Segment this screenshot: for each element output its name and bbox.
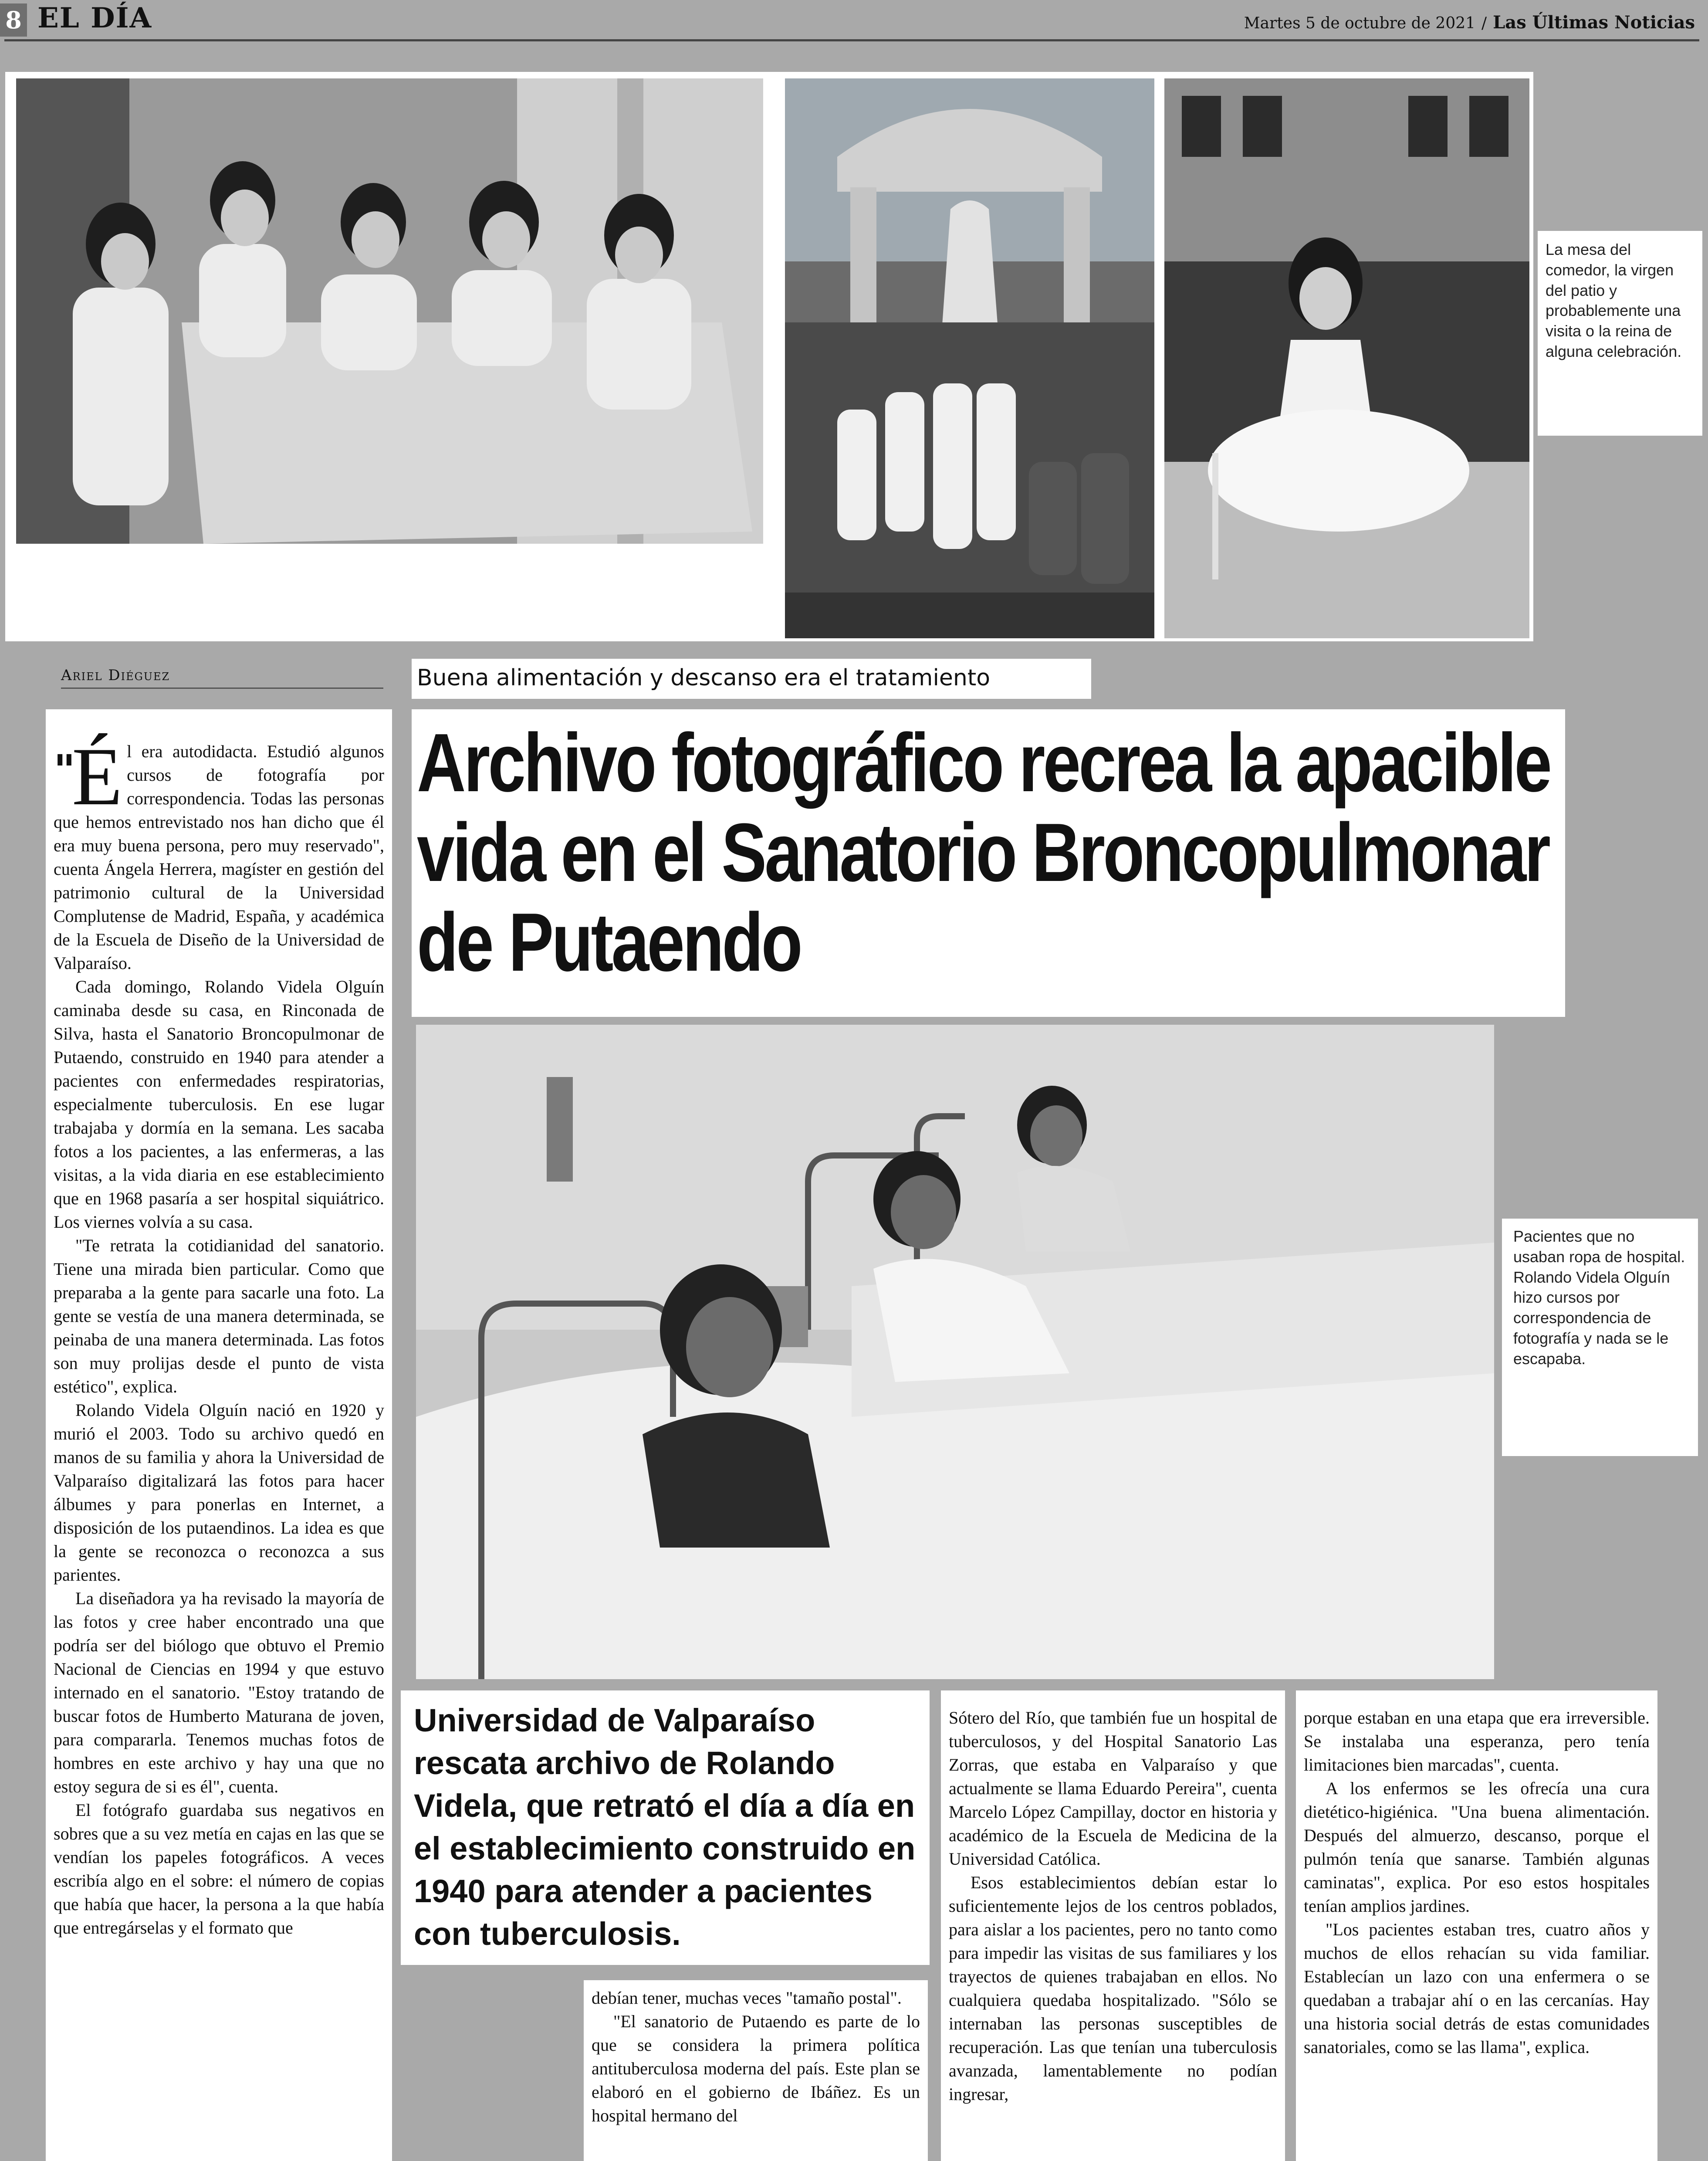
kicker: Buena alimentación y descanso era el tratamiento <box>412 659 1091 699</box>
photo-caption-main: Pacientes que no usaban ropa de hospital. Rolando Videla Olguín hizo cursos por correspondencia de fotografía y nada se le escapaba. <box>1513 1227 1685 1368</box>
article-paragraph: Sótero del Río, que también fue un hospital de tuberculosos, y del Hospital Sanatorio Las Zorras, que estaba en Valparaíso y que actualmente se llama Eduardo Pereira", cuenta Marcelo López Campillay, doctor en historia y académico de la Escuela de Medicina de la Universidad Católica. <box>949 1708 1277 1869</box>
article-paragraph: debían tener, muchas veces "tamaño postal". <box>592 1988 902 2008</box>
photo-woman-seated <box>1164 78 1529 638</box>
article-paragraph: Esos establecimientos debían estar lo suficientemente lejos de los centros poblados, para aislar a los pacientes, pero no tanto como para impedir las visitas de sus familiares y los trayectos de quienes trabajaban en ellos. No cualquiera quedaba hospitalizado. "Sólo se internaban las personas susceptibles de recuperación. Las que tenían una tuberculosis avanzada, lamentablemente no podían ingresar, <box>949 1873 1277 2104</box>
article-paragraph: porque estaban en una etapa que era irreversible. Se instalaba una esperanza, pero tenía limitaciones bien marcadas", cuenta. <box>1304 1708 1650 1775</box>
article-paragraph <box>54 731 384 975</box>
article-paragraph: La diseñadora ya ha revisado la mayoría de las fotos y cree haber encontrado una que podría ser del biólogo que obtuvo el Premio Nacional de Ciencias en 1994 y que estuvo internado en el sanatorio. "Estoy tratando de buscar fotos de Humberto Maturana de joven, para compararla. Tenemos muchas fotos de hombres en este archivo y hay una que no estoy segura de si es él", cuenta. <box>54 1589 384 1796</box>
article-paragraph: Rolando Videla Olguín nació en 1920 y murió el 2003. Todo su archivo quedó en manos de su familia y ahora la Universidad de Valparaíso digitalizará las fotos para hacer álbumes y para ponerlas en Internet, a disposición de los putaendinos. La idea es que la gente se reconozca o reconozca a sus parientes. <box>54 1400 384 1585</box>
header-rule <box>4 39 1699 41</box>
headline: Archivo fotográfico recrea la apacible vida en el Sanatorio Broncopulmonar de Putaendo <box>417 717 1550 989</box>
article-column-1 <box>46 709 392 2161</box>
section-title: EL DÍA <box>37 2 152 34</box>
article-paragraph: "Te retrata la cotidianidad del sanatorio. Tiene una mirada bien particular. Como que preparaba a la gente para sacarle una foto. La gente se vestía de una manera determinada, se peinaba de una manera determinada. Las fotos son muy prolijas desde el punto de vista estético", explica. <box>54 1236 384 1396</box>
article-paragraph: Cada domingo, Rolando Videla Olguín caminaba desde su casa, en Rinconada de Silva, hasta el Sanatorio Broncopulmonar de Putaendo, construido en 1940 para atender a pacientes con enfermedades respiratorias, especialmente tuberculosis. En ese lugar trabajaba y dormía en la semana. Les sacaba fotos a los pacientes, a las enfermeras, a las visitas, a la vida diaria en ese establecimiento que en 1968 pasaría a ser hospital siquiátrico. Los viernes volvía a su casa. <box>54 977 384 1232</box>
drop-cap: É <box>72 731 123 823</box>
dateline-separator: / <box>1481 14 1487 32</box>
article-paragraph: "Los pacientes estaban tres, cuatro años y muchos de ellos rehacían su vida familiar. Establecían un lazo con una enfermera o se quedaban a trabajar ahí o en las cercanías. Hay una historia social detrás de estas comunidades sanatoriales, como se las llama", explica. <box>1304 1920 1650 2057</box>
photo-virgin-statue <box>785 78 1154 638</box>
page-number: 8 <box>0 3 27 37</box>
article-paragraph: "El sanatorio de Putaendo es parte de lo que se considera la primera política antituberculosa moderna del país. Este plan se elaboró en el gobierno de Ibáñez. Es un hospital hermano del <box>592 2012 920 2125</box>
article-column-3 <box>941 1690 1285 2161</box>
photo-patients-in-beds <box>416 1025 1494 1679</box>
newspaper-name: Las Últimas Noticias <box>1493 12 1695 33</box>
photo-caption-top: La mesa del comedor, la virgen del patio y probablemente una visita o la reina de alguna celebración. <box>1546 240 1682 360</box>
dateline <box>1244 10 1695 37</box>
quote-mark: " <box>54 745 76 795</box>
byline: Ariel Diéguez <box>61 667 170 684</box>
article-column-4 <box>1296 1690 1657 2161</box>
deck: Universidad de Valparaíso rescata archivo de Rolando Videla, que retrató el día a día en el establecimiento construido en 1940 para atender a pacientes con tuberculosis. <box>401 1690 930 1965</box>
article-paragraph: A los enfermos se les ofrecía una cura dietético-higiénica. "Una buena alimentación. Después del almuerzo, descanso, porque el pulmón tenía que sanarse. También algunas caminatas", explica. Por eso estos hospitales tenían amplios jardines. <box>1304 1778 1650 1916</box>
article-paragraph: El fotógrafo guardaba sus negativos en sobres que a su vez metía en cajas en las que se vendían los papeles fotográficos. A veces escribía algo en el sobre: el número de copias que había que hacer, la persona a la que había que entregárselas y el formato que <box>54 1800 384 1937</box>
headline-box <box>412 709 1565 1017</box>
article-column-2 <box>584 1980 928 2161</box>
photo-dining-table <box>16 78 763 544</box>
article-text: l era autodidacta. Estudió algunos cursos de fotografía por correspondencia. Todas las personas que hemos entrevistado nos han dicho que él era muy buena persona, pero muy reservado", cuenta Ángela Herrera, magíster en gestión del patrimonio cultural de la Universidad Complutense de Madrid, España, y académica de la Escuela de Diseño de la Universidad de Valparaíso. <box>54 742 384 973</box>
issue-date: Martes 5 de octubre de 2021 <box>1244 14 1476 32</box>
byline-rule <box>61 688 383 689</box>
